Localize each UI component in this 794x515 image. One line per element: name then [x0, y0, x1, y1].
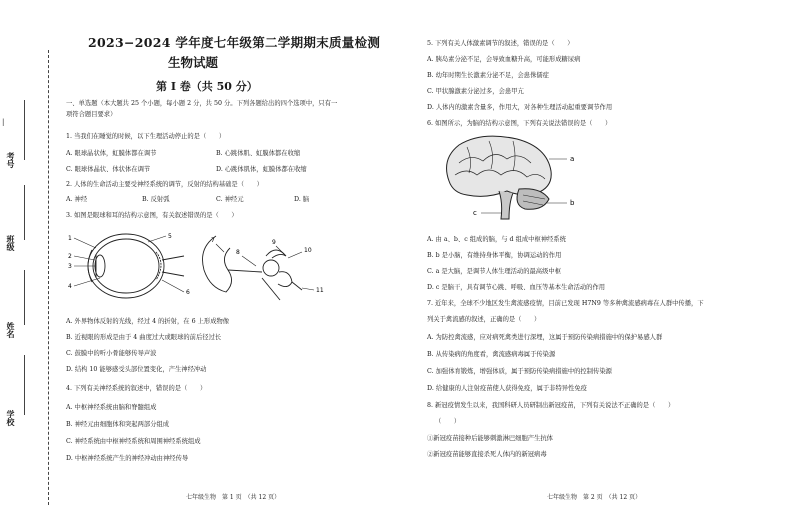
eye-label-3: 3: [68, 263, 72, 270]
q8-stem-continued: （ ）: [435, 418, 461, 425]
eye-label-2: 2: [68, 253, 72, 260]
q4-option-b: B. 神经元由细胞体和突起两部分组成: [66, 421, 170, 428]
q7-option-b: B. 从传染病的角度看，禽流感病毒属于传染源: [427, 351, 556, 358]
page-footer: 七年级生物 第 2 页 （共 12 页）: [547, 494, 642, 501]
q3-option-a: A. 外界物体反射的光线，经过 4 的折射，在 6 上形成物像: [66, 318, 230, 325]
brain-label-c: c: [473, 209, 477, 217]
q4-option-c: C. 神经系统由中枢神经系统和周围神经系统组成: [66, 438, 201, 445]
page-footer: 七年级生物 第 1 页 （共 12 页）: [186, 494, 281, 501]
section-title: 第 I 卷（共 50 分）: [156, 80, 258, 93]
q1-option-b: B. 心跳体肌、虹膜体都在收缩: [216, 150, 301, 157]
q2-option-d: D. 脑: [294, 196, 310, 203]
q2-option-b: B. 反射弧: [142, 196, 170, 203]
q7-stem-continued: 列关于禽流感的叙述，正确的是（ ）: [427, 316, 541, 323]
side-label-class: 班级: [6, 235, 16, 251]
q3-option-d: D. 结构 10 能够感受头部位置变化，产生神经冲动: [66, 366, 207, 373]
q8-item-1: ①新冠疫苗接种后能够刺激淋巴细胞产生抗体: [427, 435, 553, 442]
q5-stem: 5. 下列有关人体激素调节的叙述，错误的是（ ）: [427, 40, 574, 47]
eye-label-6: 6: [186, 289, 190, 296]
q6-stem: 6. 如图所示，为脑的结构示意图，下列有关说法错误的是（ ）: [427, 120, 612, 127]
q6-option-b: B. b 是小脑，有维持身体平衡，协调运动的作用: [427, 252, 562, 259]
ear-label-8: 8: [236, 249, 240, 256]
side-label-exam-number: 考号: [6, 152, 16, 168]
q1-option-d: D. 心跳体肌体，虹膜体都在收缩: [216, 166, 307, 173]
exam-title: 2023−2024 学年度七年级第二学期期末质量检测: [88, 35, 381, 50]
q6-option-a: A. 由 a、b、c 组成的脑，与 d 组成中枢神经系统: [427, 236, 566, 243]
side-label-name: 姓名: [6, 322, 16, 338]
q5-option-b: B. 幼年时期生长激素分泌不足，会患侏儒症: [427, 72, 549, 79]
q5-option-d: D. 人体内的激素含量多，作用大，对各种生理活动起重要调节作用: [427, 104, 613, 111]
q3-option-b: B. 近视眼的形成是由于 4 曲度过大或眼球的前后径过长: [66, 334, 222, 341]
q7-option-d: D. 给健康的人注射疫苗使人获得免疫，属于非特异性免疫: [427, 385, 587, 392]
ear-label-7: 7: [211, 237, 215, 244]
brain-figure: [437, 133, 582, 221]
side-label-school: 学校: [6, 410, 16, 426]
q5-option-a: A. 胰岛素分泌不足，会导致血糖升高，可能形成糖尿病: [427, 56, 581, 63]
q7-stem: 7. 近年来，全球不少地区发生禽流感疫情，目前已发现 H7N9 等多种禽流感病毒在人群中传播，下: [427, 300, 704, 307]
eye-diagram: [88, 234, 184, 298]
eye-label-lines: [74, 236, 184, 292]
instructions-line-1: 一、单选题（本大题共 25 个小题，每小题 2 分，共 50 分。下列各题给出的四个选项中，只有一: [66, 100, 338, 107]
q1-stem: 1. 当我们在睡觉的时候，以下生理活动停止的是（ ）: [66, 133, 226, 140]
q2-option-a: A. 神经: [66, 196, 88, 203]
q6-option-c: C. a 是大脑，是调节人体生理活动的最高级中枢: [427, 268, 561, 275]
q5-option-c: C. 甲状腺激素分泌过多，会患甲亢: [427, 88, 524, 95]
fold-mark: |: [2, 118, 5, 126]
instructions-line-2: 项符合题目要求）: [66, 111, 117, 118]
q2-option-c: C. 神经元: [216, 196, 244, 203]
q3-option-c: C. 鼓膜中的听小骨能够传导声波: [66, 350, 157, 357]
ear-label-10: 10: [304, 247, 312, 254]
underline: [24, 100, 25, 160]
q1-option-c: C. 眼球体晶状、体状体在调节: [66, 166, 151, 173]
subject-title: 生物试题: [168, 55, 219, 70]
eye-label-4: 4: [68, 283, 72, 290]
q8-item-2: ②新冠疫苗能够直接杀死人体内的新冠病毒: [427, 451, 547, 458]
ear-label-lines: [216, 244, 314, 290]
q2-stem: 2. 人体的生命活动主要受神经系统的调节，反射的结构基础是（ ）: [66, 181, 263, 188]
underline: [24, 355, 25, 415]
q4-stem: 4. 下列有关神经系统的叙述中，错误的是（ ）: [66, 385, 207, 392]
q1-option-a: A. 眼球晶状体，虹膜体都在调节: [66, 150, 157, 157]
binding-line: [48, 50, 49, 505]
ear-label-11: 11: [316, 287, 324, 294]
brain-label-a: a: [570, 155, 575, 163]
eye-label-1: 1: [68, 235, 72, 242]
q4-option-a: A. 中枢神经系统由脑和脊髓组成: [66, 404, 157, 411]
q6-option-d: D. c 是脑干，具有调节心跳、呼吸、血压等基本生命活动的作用: [427, 284, 606, 291]
q3-stem: 3. 如图是眼球和耳的结构示意图，有关叙述错误的是（ ）: [66, 212, 238, 219]
brain-diagram: [447, 136, 552, 219]
ear-label-9: 9: [272, 239, 276, 246]
brain-label-b: b: [570, 199, 575, 207]
q4-option-d: D. 中枢神经系统产生的神经冲动由神经传导: [66, 455, 189, 462]
underline: [24, 185, 25, 240]
eye-ear-figure: [66, 226, 326, 308]
q7-option-c: C. 加强体育锻炼，增强体质，属于预防传染病措施中的控制传染源: [427, 368, 612, 375]
underline: [24, 270, 25, 325]
right-page: [397, 0, 794, 515]
q8-stem: 8. 新冠疫情发生以来，我国科研人员研制出新冠疫苗，下列有关说法不正确的是（ ）: [427, 402, 675, 409]
eye-label-5: 5: [168, 233, 172, 240]
q7-option-a: A. 为防控禽流感，应对病死禽类进行深埋，这属于预防传染病措施中的保护易感人群: [427, 334, 663, 341]
